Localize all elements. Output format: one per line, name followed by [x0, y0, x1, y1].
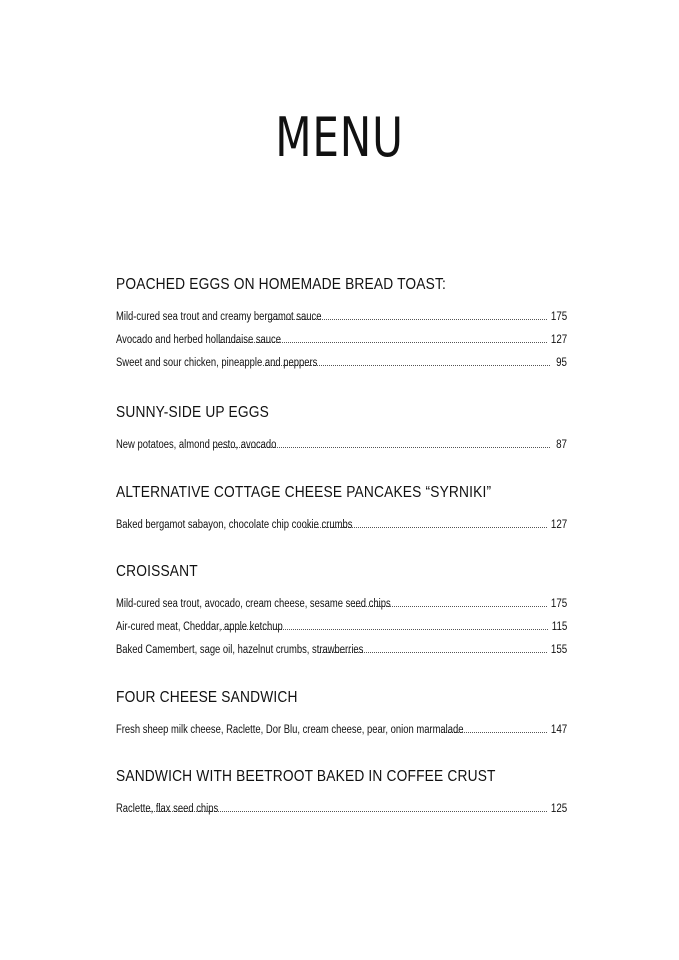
- item-price: 175: [550, 311, 567, 323]
- menu-item: [116, 597, 567, 620]
- menu-section-croissant: [116, 562, 567, 666]
- item-name: Sweet and sour chicken, pineapple and peppers: [116, 357, 318, 369]
- menu-item: [116, 723, 567, 746]
- menu-item: [116, 438, 567, 461]
- item-list: [116, 597, 567, 666]
- item-price: 115: [551, 621, 567, 633]
- menu-item: [116, 802, 567, 825]
- menu-item: [116, 310, 567, 333]
- menu-section-syrniki: [116, 483, 567, 541]
- menu-section-beetroot-sandwich: [116, 767, 567, 825]
- item-name: Baked Camembert, sage oil, hazelnut crumbs, strawberries: [116, 644, 364, 656]
- item-name: Fresh sheep milk cheese, Raclette, Dor Blu, cream cheese, pear, onion marmalade: [116, 724, 464, 736]
- item-name: Baked bergamot sabayon, chocolate chip cookie crumbs: [116, 519, 353, 531]
- item-list: [116, 438, 567, 461]
- menu-item: [116, 333, 567, 356]
- item-price: 127: [550, 334, 567, 346]
- item-name: Raclette, flax seed chips: [116, 803, 219, 815]
- item-name: Avocado and herbed hollandaise sauce: [116, 334, 281, 346]
- item-list: [116, 723, 567, 746]
- section-heading: FOUR CHEESE SANDWICH: [116, 689, 298, 706]
- item-price: 87: [556, 439, 567, 451]
- item-list: [116, 310, 567, 379]
- item-list: [116, 518, 567, 541]
- item-price: 155: [550, 644, 567, 656]
- section-heading: ALTERNATIVE COTTAGE CHEESE PANCAKES “SYRNIKI”: [116, 484, 492, 501]
- menu-section-sunny-side-up: [116, 403, 567, 461]
- item-price: 95: [556, 357, 567, 369]
- menu-section-four-cheese: [116, 688, 567, 746]
- item-price: 125: [550, 803, 567, 815]
- menu-item: [116, 518, 567, 541]
- menu-section-poached-eggs: [116, 275, 567, 379]
- section-heading: POACHED EGGS ON HOMEMADE BREAD TOAST:: [116, 276, 447, 293]
- section-heading: SUNNY-SIDE UP EGGS: [116, 404, 269, 421]
- item-price: 127: [550, 519, 567, 531]
- section-heading: SANDWICH WITH BEETROOT BAKED IN COFFEE CRUST: [116, 768, 496, 785]
- section-heading: CROISSANT: [116, 563, 198, 580]
- item-name: Mild-cured sea trout and creamy bergamot sauce: [116, 311, 322, 323]
- menu-item: [116, 643, 567, 666]
- item-price: 147: [550, 724, 567, 736]
- item-name: New potatoes, almond pesto, avocado: [116, 439, 277, 451]
- menu-title: MENU: [275, 106, 404, 169]
- menu-item: [116, 620, 567, 643]
- item-price: 175: [550, 598, 567, 610]
- menu-item: [116, 356, 567, 379]
- item-name: Air-cured meat, Cheddar, apple ketchup: [116, 621, 283, 633]
- item-name: Mild-cured sea trout, avocado, cream cheese, sesame seed chips: [116, 598, 391, 610]
- item-list: [116, 802, 567, 825]
